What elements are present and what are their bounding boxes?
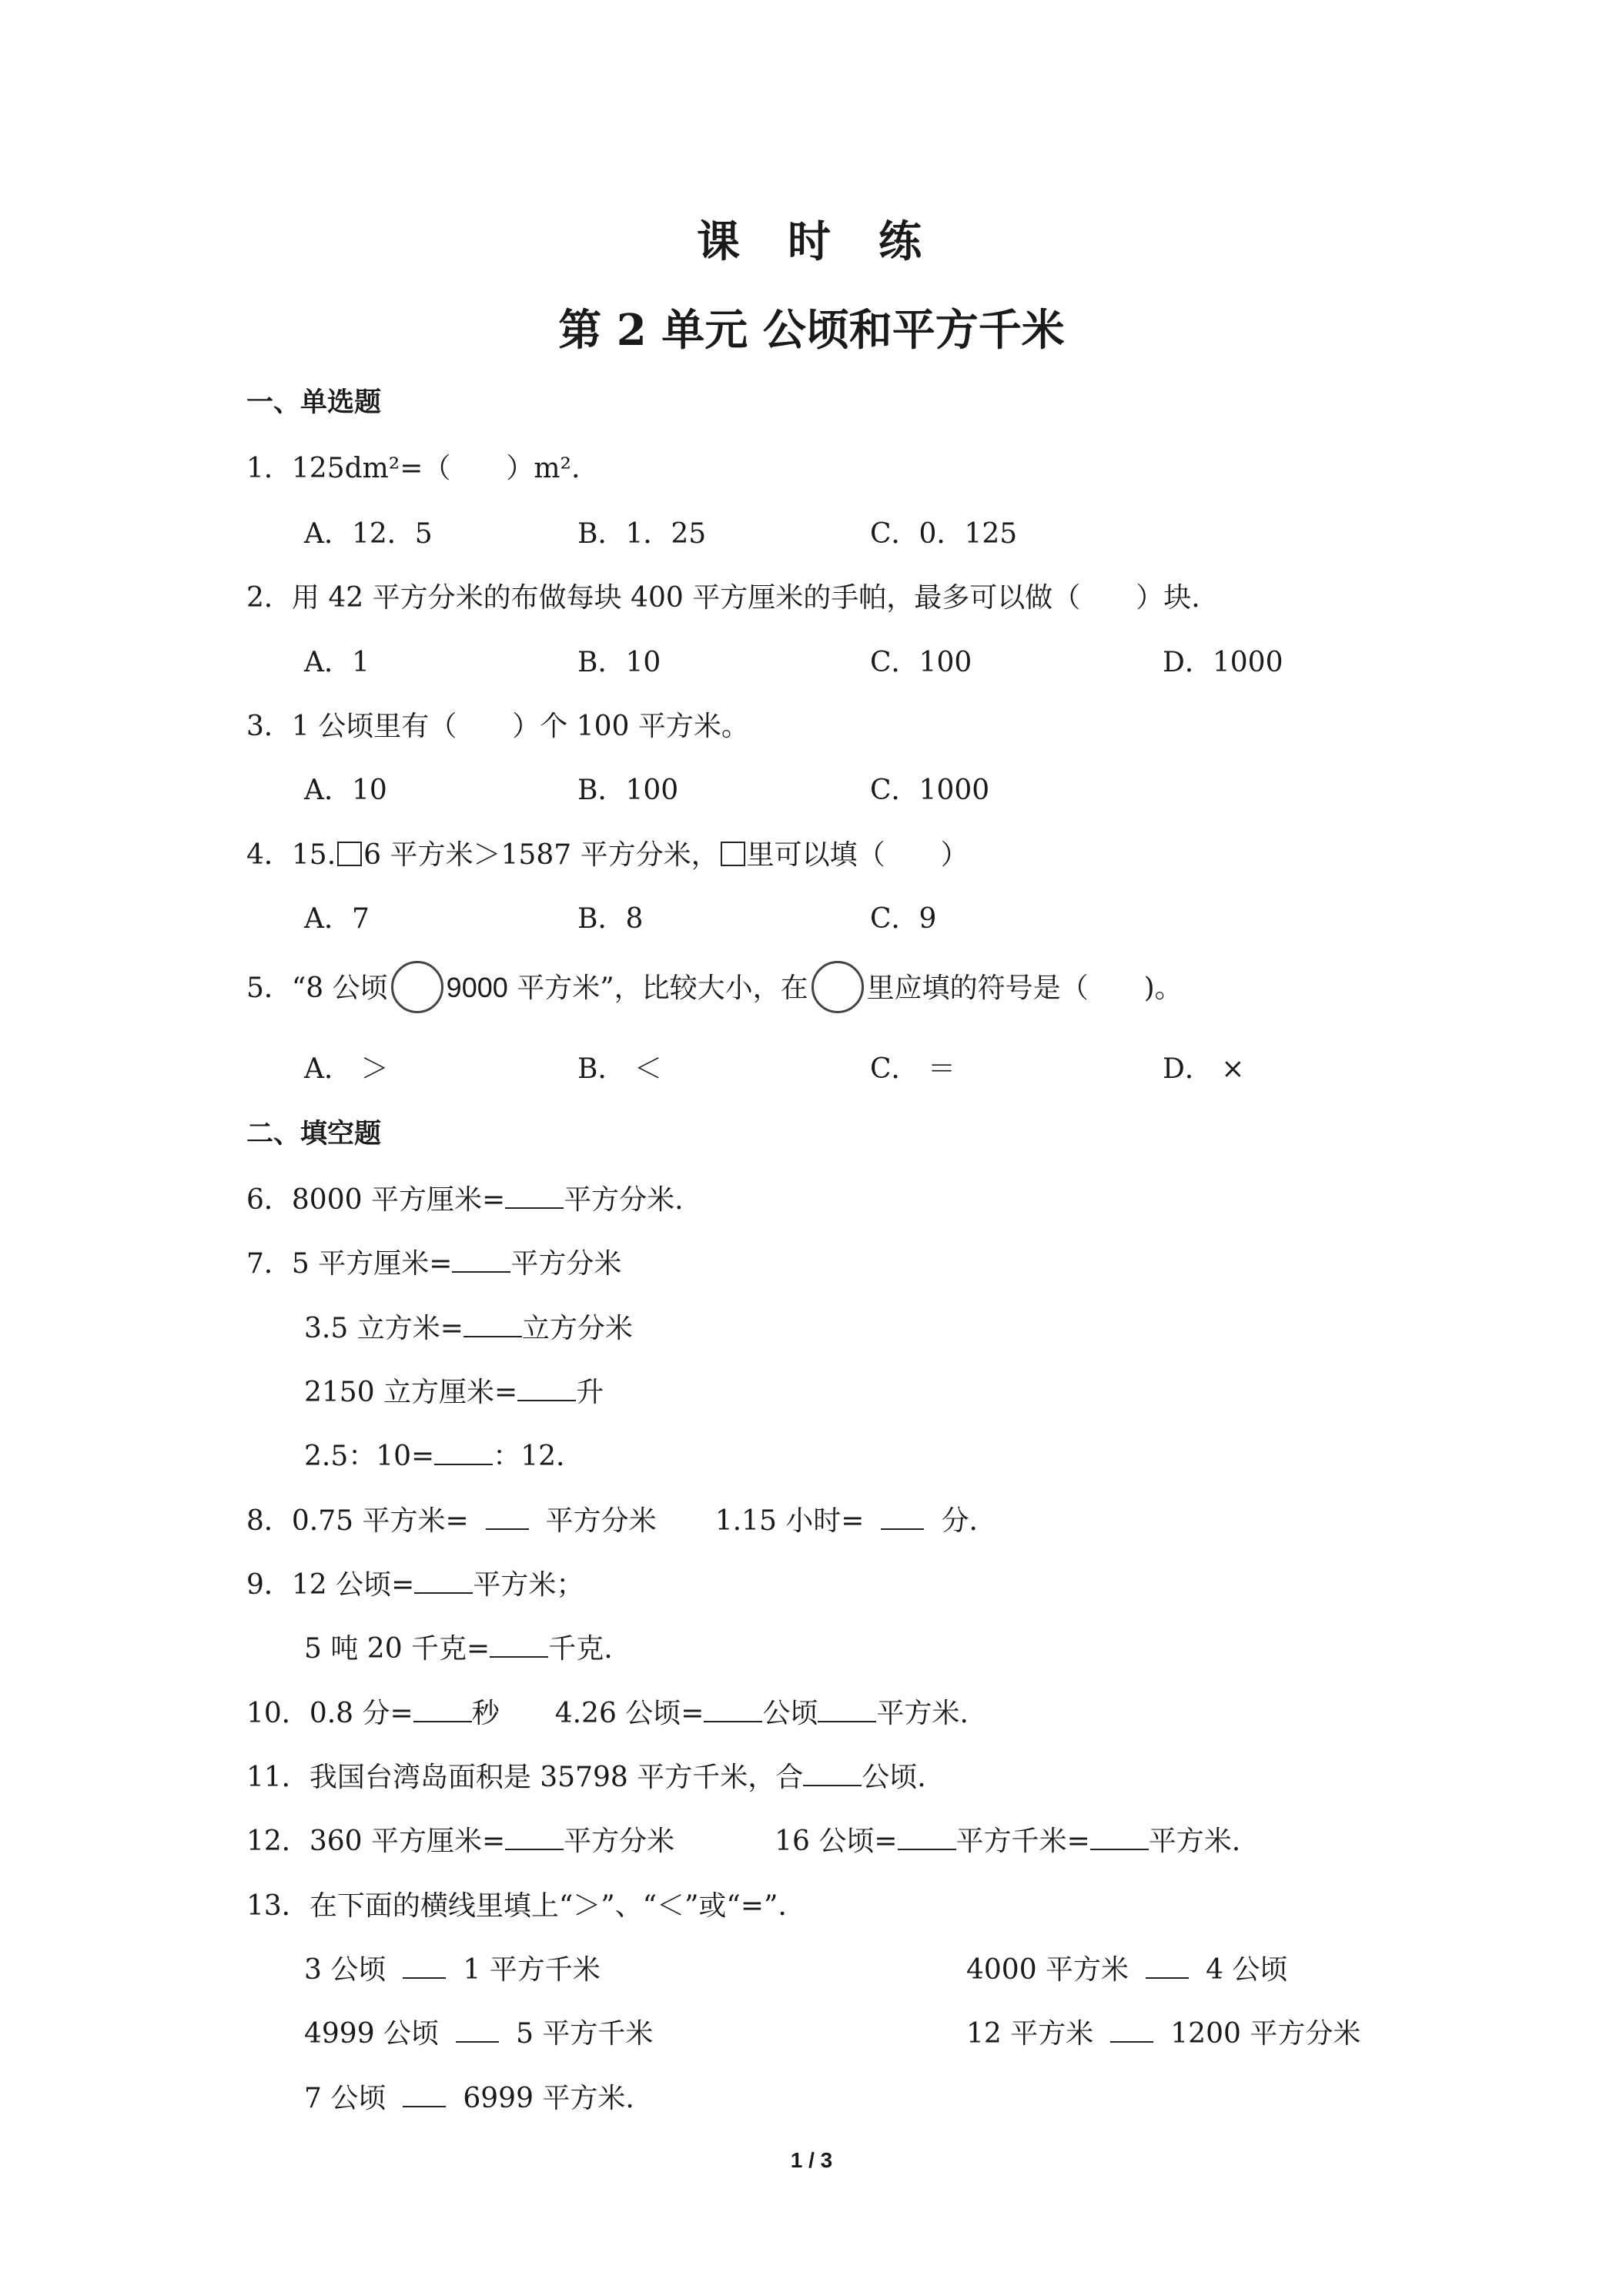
question-number: 4． [246,839,292,871]
question-number: 7． [246,1248,292,1280]
question-5 [246,964,1183,1016]
option-c: C． ＝ [870,1053,955,1085]
comparison-right: 4 公顷 [1206,1954,1288,1986]
comparison-left: 7 公顷 [304,2083,387,2114]
question-9-line-2 [304,1627,613,1666]
question-1 [246,447,580,486]
answer-blank [1146,1950,1189,1979]
answer-blank [486,1501,529,1530]
question-number: 1． [246,453,292,484]
answer-blank [898,1821,956,1850]
comparison-item [304,2012,653,2051]
option-c: C．0．125 [870,518,1018,550]
comparison-right: 6999 平方米. [463,2083,634,2114]
section-heading-fill: 二、填空题 [246,1118,382,1150]
option-a: A． ＞ [304,1053,389,1085]
question-text: 3.5 立方米= [304,1313,463,1344]
option-b: B．10 [577,647,661,678]
question-text: 平方米”，比较大小，在 [507,972,808,1004]
question-number: 8． [246,1505,292,1537]
answer-blank [517,1372,576,1401]
answer-blank [456,2013,499,2043]
answer-blank [704,1693,762,1722]
section-heading-choice: 一、单选题 [246,387,382,418]
question-7 [246,1242,621,1281]
question-number: 2． [246,582,292,614]
answer-blank [1090,1821,1149,1850]
question-text: 2150 立方厘米= [304,1377,518,1408]
question-text: 5 吨 20 千克= [304,1633,490,1665]
title-char: 课 [697,216,745,267]
comparison-item [304,1948,601,1987]
question-text: 360 平方厘米= [309,1826,506,1857]
answer-blank [403,1950,446,1979]
unit-subtitle: 第 2 单元 公顷和平方千米 [558,305,1065,356]
comparison-right: 1 平方千米 [463,1954,601,1986]
option-b: B．100 [577,775,679,806]
option-c: C．1000 [870,775,990,806]
comparison-item [304,2077,634,2116]
question-text: 2.5：10= [304,1441,435,1472]
question-text: 12 公顷= [291,1569,415,1601]
square-box-icon [337,842,362,866]
option-a: A．7 [304,903,370,935]
question-number: 12． [246,1826,310,1857]
question-10 [246,1692,969,1731]
question-text: 平方米； [473,1569,584,1601]
question-12 [246,1819,1240,1859]
question-13 [246,1884,787,1923]
answer-blank [413,1693,472,1722]
question-text: 0.8 分= [309,1698,413,1729]
option-d: D． × [1163,1053,1245,1085]
comparison-item [966,1948,1287,1987]
question-number: 3． [246,711,292,742]
question-text: 里可以填（ ） [746,839,969,871]
question-text: 公顷 [762,1698,818,1729]
question-6 [246,1178,684,1217]
option-a: A．12．5 [304,518,433,550]
comparison-left: 4000 平方米 [966,1954,1129,1986]
question-text: 5 平方厘米= [291,1248,453,1280]
comparison-item [966,2012,1360,2051]
question-text: 秒 [471,1698,500,1729]
answer-blank [881,1501,924,1530]
question-text: 平方分米. [564,1184,684,1216]
question-7-line-4 [304,1434,565,1474]
question-text: 分. [941,1505,978,1537]
option-a: A．1 [304,647,370,678]
question-text: 8000 平方厘米= [291,1184,506,1216]
option-c: C．100 [870,647,972,678]
answer-blank [403,2078,446,2107]
question-number: 6． [246,1184,292,1216]
question-number: 13． [246,1890,310,1922]
option-d: D．1000 [1163,647,1283,678]
comparison-left: 12 平方米 [966,2018,1094,2050]
question-text: 在下面的横线里填上“＞”、“＜”或“=”. [309,1890,787,1922]
question-text: 平方分米 [545,1505,657,1537]
answer-blank [434,1436,493,1465]
question-number-value: 9000 [446,972,508,1003]
question-2 [246,576,1200,615]
question-7-line-2 [304,1307,633,1346]
question-text: ：12. [493,1441,565,1472]
answer-blank [818,1693,876,1722]
question-number: 11． [246,1762,310,1793]
question-text: 15. [291,839,336,871]
answer-blank [490,1628,548,1658]
question-3 [246,705,749,744]
option-b: B．1．25 [577,518,707,550]
question-text: 平方米. [1148,1826,1241,1857]
option-c: C．9 [870,903,937,935]
question-7-line-3 [304,1371,604,1410]
question-number: 5． [246,972,292,1004]
question-text: 里应填的符号是（ )。 [866,972,1183,1004]
question-number: 10． [246,1698,310,1729]
question-8 [246,1499,978,1538]
answer-blank [463,1308,522,1337]
question-text: 升 [576,1377,604,1408]
comparison-right: 5 平方千米 [516,2018,654,2050]
question-text: 1.15 小时= [714,1505,865,1537]
question-text: 我国台湾岛面积是 35798 平方千米，合 [309,1762,804,1793]
question-text: 立方分米 [521,1313,633,1344]
question-4 [246,833,969,872]
answer-blank [452,1243,510,1273]
comparison-left: 3 公顷 [304,1954,387,1986]
question-11 [246,1755,926,1795]
option-b: B．8 [577,903,644,935]
circle-blank-icon [812,961,864,1013]
title-char: 时 [788,216,835,267]
question-text: 公顷. [862,1762,926,1793]
comparison-right: 1200 平方分米 [1170,2018,1361,2050]
question-text: 千克. [548,1633,613,1665]
question-text: 平方米. [876,1698,969,1729]
answer-blank [803,1757,862,1786]
question-text: 平方千米= [955,1826,1090,1857]
square-box-icon [721,842,745,866]
question-text: 4.26 公顷= [554,1698,704,1729]
answer-blank [1110,2013,1153,2043]
comparison-left: 4999 公顷 [304,2018,440,2050]
question-text: 平方分米 [564,1826,675,1857]
question-9 [246,1563,584,1602]
question-text: “8 公顷 [291,972,388,1004]
circle-blank-icon [391,961,443,1013]
option-a: A．10 [304,775,387,806]
title-char: 练 [878,216,926,267]
answer-blank [414,1565,473,1594]
question-text: 16 公顷= [775,1826,898,1857]
question-text: 6 平方米＞1587 平方分米， [363,839,719,871]
question-text: 125dm²=（ ）m². [291,453,581,484]
option-b: B． ＜ [577,1053,662,1085]
page-number: 1 / 3 [790,2148,833,2172]
question-text: 0.75 平方米= [291,1505,469,1537]
answer-blank [505,1180,564,1209]
worksheet-title [0,208,1623,269]
question-text: 平方分米 [510,1248,622,1280]
question-text: 用 42 平方分米的布做每块 400 平方厘米的手帕，最多可以做（ ）块. [291,582,1200,614]
question-number: 9． [246,1569,292,1601]
answer-blank [505,1821,564,1850]
question-text: 1 公顷里有（ ）个 100 平方米。 [291,711,749,742]
